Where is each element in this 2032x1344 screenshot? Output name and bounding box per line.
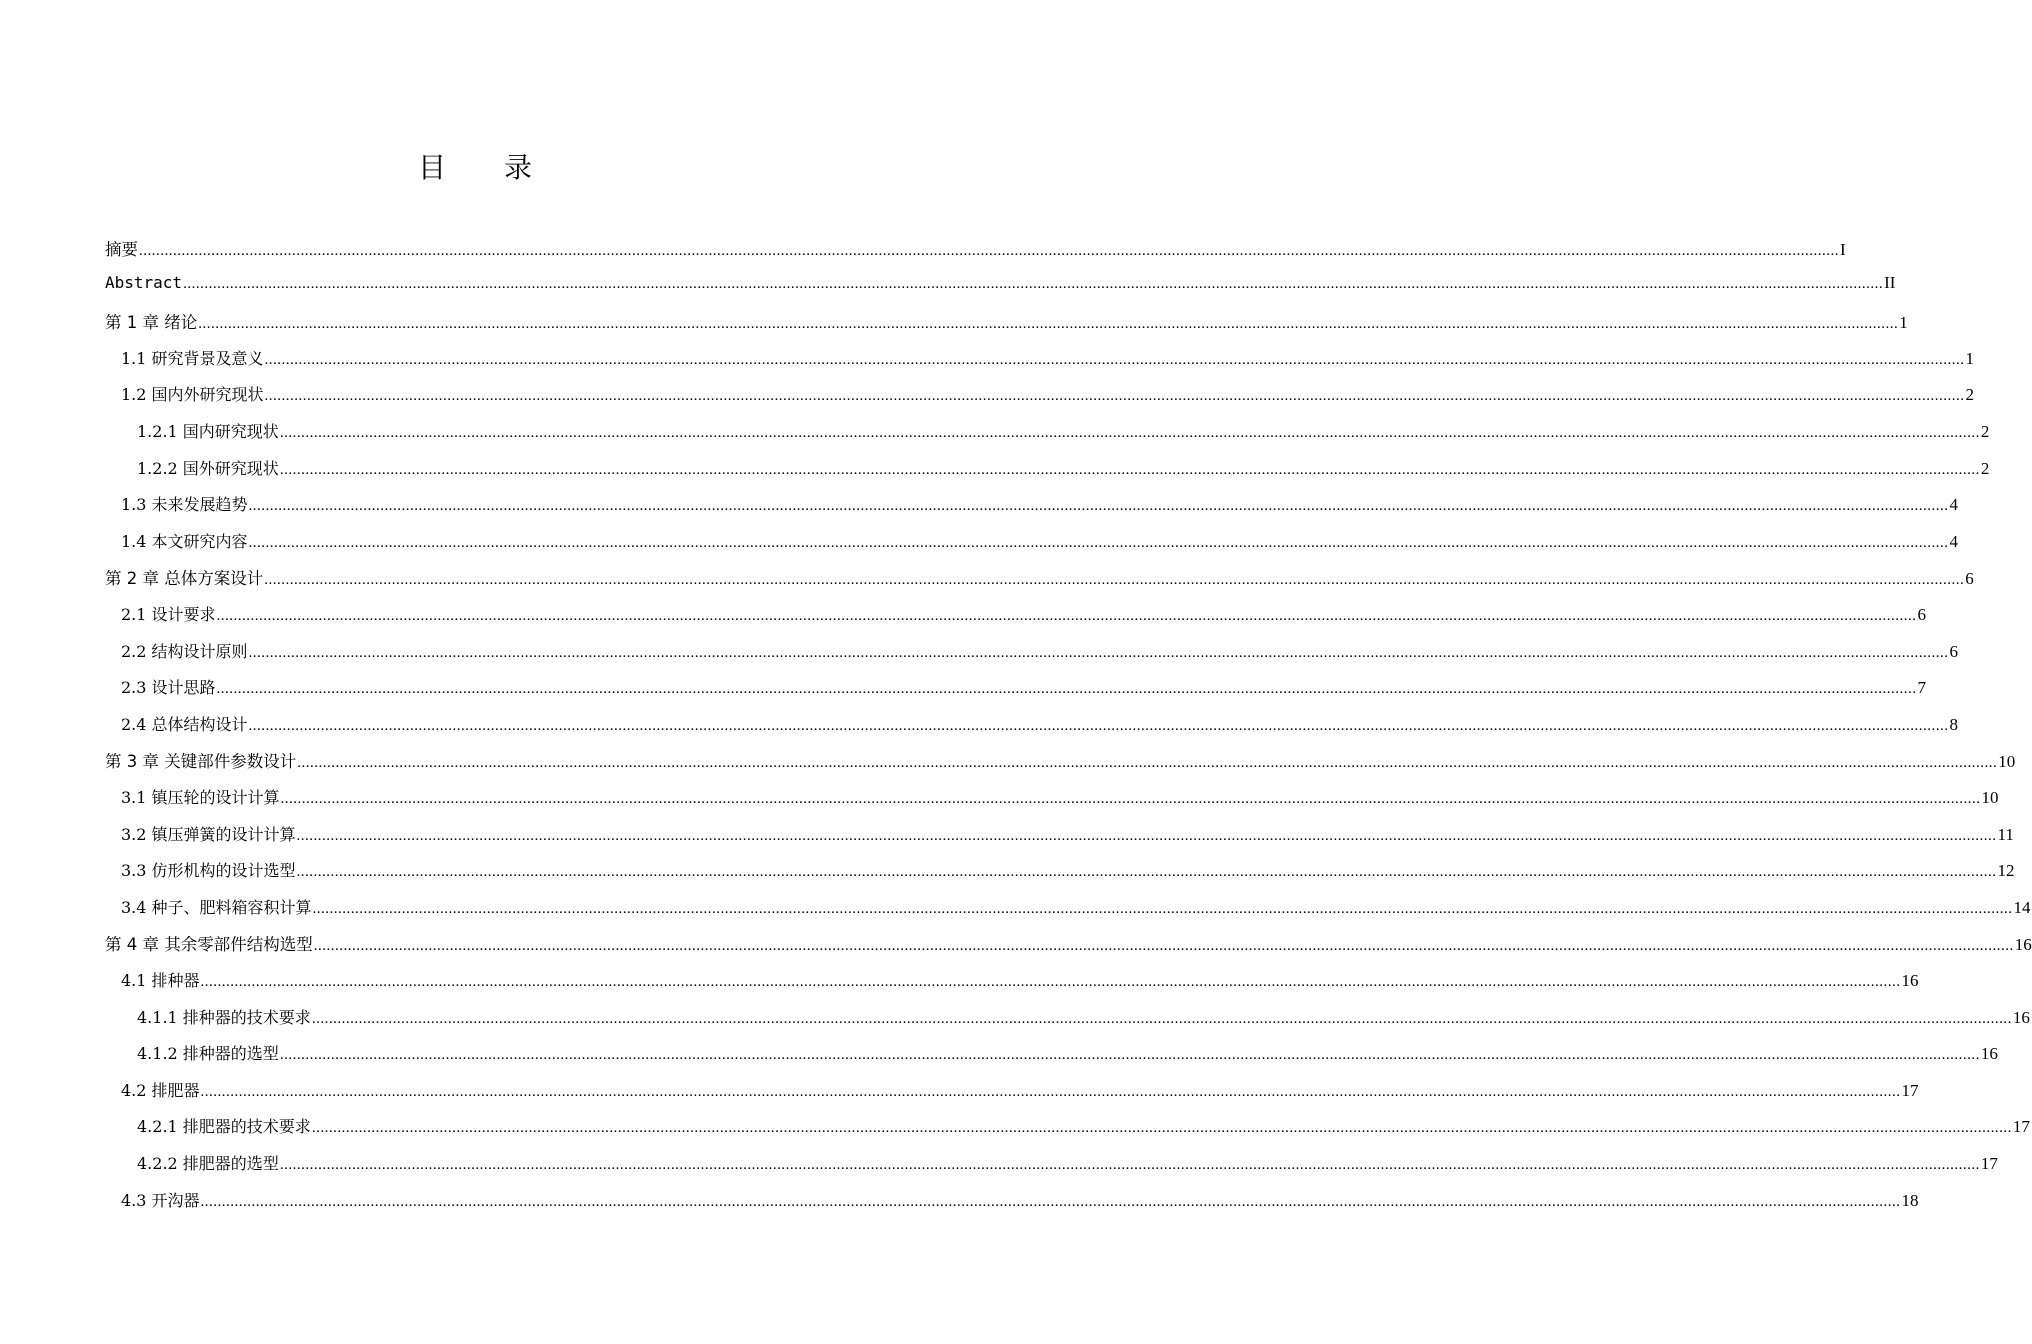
toc-entry-label: 3.3 仿形机构的设计选型 (121, 861, 296, 881)
toc-leader-dots: ................................................................................................................................................................................................................................................................................................................................................................................................................ (216, 681, 1917, 698)
toc-entry-page: 16 (1901, 971, 1919, 990)
toc-entry[interactable] (105, 931, 2032, 967)
toc-entry-label: Abstract (105, 272, 183, 292)
toc-entry[interactable] (105, 309, 1908, 345)
toc-entry-label: 第 3 章 关键部件参数设计 (105, 752, 297, 772)
toc-entry[interactable] (105, 748, 2016, 784)
toc-entry[interactable] (137, 1114, 2030, 1150)
toc-leader-dots: ................................................................................................................................................................................................................................................................................................................................................................................................................ (200, 1193, 1901, 1210)
toc-entry[interactable] (121, 1078, 1919, 1114)
toc-leader-dots: ................................................................................................................................................................................................................................................................................................................................................................................................................ (296, 827, 1997, 844)
toc-leader-dots: ................................................................................................................................................................................................................................................................................................................................................................................................................ (313, 938, 2014, 955)
toc-entry-label: 第 2 章 总体方案设计 (105, 569, 264, 589)
toc-entry-label: 2.4 总体结构设计 (121, 714, 248, 734)
toc-entry-page: 6 (1917, 605, 1927, 624)
toc-entry-label: 2.3 设计思路 (121, 678, 216, 698)
title-char-2: 录 (504, 151, 533, 184)
toc-entry-label: 4.2.2 排肥器的选型 (137, 1154, 279, 1173)
title-char-1: 目 (417, 151, 446, 184)
toc-entry[interactable] (121, 492, 1959, 528)
toc-entry-label: 4.2.1 排肥器的技术要求 (137, 1117, 311, 1137)
toc-leader-dots: ................................................................................................................................................................................................................................................................................................................................................................................................................ (248, 644, 1949, 661)
toc-entry-page: 17 (1901, 1080, 1919, 1100)
toc-entry-page: 17 (2012, 1117, 2030, 1137)
toc-entry-label: 4.1 排种器 (121, 971, 200, 990)
toc-entry[interactable] (121, 822, 2014, 858)
toc-leader-dots: ................................................................................................................................................................................................................................................................................................................................................................................................................ (280, 791, 1981, 807)
toc-entry-label: 1.2.1 国内研究现状 (137, 422, 279, 441)
toc-leader-dots: ................................................................................................................................................................................................................................................................................................................................................................................................................ (297, 755, 1998, 772)
toc-leader-dots: ................................................................................................................................................................................................................................................................................................................................................................................................................ (248, 717, 1949, 734)
toc-leader-dots: ................................................................................................................................................................................................................................................................................................................................................................................................................ (198, 316, 1899, 333)
toc-entry-page: 12 (1997, 861, 2015, 881)
toc-entry-label: 3.2 镇压弹簧的设计计算 (121, 824, 296, 844)
toc-entry-page: 1 (1965, 348, 1975, 368)
toc-entry[interactable] (137, 419, 1990, 455)
toc-leader-dots: ................................................................................................................................................................................................................................................................................................................................................................................................................ (139, 243, 1839, 259)
toc-entry-page: 16 (2012, 1007, 2030, 1027)
toc-entry-label: 3.4 种子、肥料箱容积计算 (121, 897, 312, 917)
toc-entry[interactable] (121, 1188, 1919, 1224)
toc-leader-dots: ................................................................................................................................................................................................................................................................................................................................................................................................................ (279, 425, 1980, 441)
toc-leader-dots: ................................................................................................................................................................................................................................................................................................................................................................................................................ (311, 1120, 2012, 1137)
toc-entry[interactable] (121, 712, 1959, 748)
toc-leader-dots: ................................................................................................................................................................................................................................................................................................................................................................................................................ (312, 900, 2013, 917)
toc-entry-page: 18 (1901, 1190, 1919, 1210)
toc-leader-dots: ................................................................................................................................................................................................................................................................................................................................................................................................................ (200, 1083, 1901, 1100)
toc-entry[interactable] (105, 272, 1896, 309)
toc-entry-page: 4 (1949, 531, 1959, 551)
toc-leader-dots: ................................................................................................................................................................................................................................................................................................................................................................................................................ (200, 974, 1901, 990)
toc-leader-dots: ................................................................................................................................................................................................................................................................................................................................................................................................................ (216, 608, 1917, 624)
toc-entry[interactable] (121, 382, 1975, 418)
toc-entry[interactable] (121, 968, 1919, 1004)
toc-leader-dots: ................................................................................................................................................................................................................................................................................................................................................................................................................ (311, 1010, 2012, 1027)
toc-entry-page: 2 (1980, 422, 1990, 441)
toc-entry-label: 1.2 国内外研究现状 (121, 385, 264, 405)
toc-entry[interactable] (121, 529, 1959, 565)
toc-leader-dots: ................................................................................................................................................................................................................................................................................................................................................................................................................ (183, 275, 1884, 292)
toc-entry-page: 8 (1949, 714, 1959, 734)
toc-entry-label: 4.3 开沟器 (121, 1190, 200, 1210)
toc-entry-page: 17 (1980, 1154, 1998, 1173)
toc-leader-dots: ................................................................................................................................................................................................................................................................................................................................................................................................................ (279, 1047, 1980, 1064)
toc-entry-label: 2.1 设计要求 (121, 605, 216, 624)
toc-entry-page: 1 (1899, 313, 1908, 333)
toc-entry-page: 10 (1981, 788, 1999, 807)
toc-entry-label: 摘要 (105, 240, 138, 259)
toc-entry-label: 4.1.1 排种器的技术要求 (137, 1007, 311, 1027)
toc-entry-label: 1.3 未来发展趋势 (121, 495, 248, 515)
toc-leader-dots: ................................................................................................................................................................................................................................................................................................................................................................................................................ (264, 388, 1965, 405)
page-title (0, 146, 950, 186)
toc-entry-page: II (1884, 272, 1896, 292)
toc-entry-page: 6 (1949, 641, 1959, 661)
toc-leader-dots: ................................................................................................................................................................................................................................................................................................................................................................................................................ (279, 1157, 1980, 1173)
toc-leader-dots: ................................................................................................................................................................................................................................................................................................................................................................................................................ (296, 864, 1997, 881)
toc-entry[interactable] (121, 675, 1927, 711)
toc-leader-dots: ................................................................................................................................................................................................................................................................................................................................................................................................................ (248, 534, 1949, 551)
toc-entry[interactable] (137, 1151, 1998, 1187)
toc-entry-label: 第 4 章 其余零部件结构选型 (105, 935, 313, 955)
toc-entry[interactable] (121, 895, 2031, 931)
toc-leader-dots: ................................................................................................................................................................................................................................................................................................................................................................................................................ (264, 351, 1965, 368)
toc-entry-label: 4.2 排肥器 (121, 1080, 200, 1100)
toc-entry-page: 14 (2013, 897, 2031, 917)
toc-entry-page: 4 (1949, 495, 1959, 515)
toc-entry-page: 7 (1917, 678, 1927, 698)
toc-entry[interactable] (121, 785, 1999, 821)
toc-leader-dots: ................................................................................................................................................................................................................................................................................................................................................................................................................ (264, 572, 1965, 589)
toc-entry-label: 4.1.2 排种器的选型 (137, 1044, 279, 1064)
toc-entry-page: 2 (1980, 458, 1990, 478)
toc-leader-dots: ................................................................................................................................................................................................................................................................................................................................................................................................................ (279, 461, 1980, 478)
toc-entry-page: 6 (1965, 569, 1974, 589)
toc-entry-page: I (1840, 240, 1846, 259)
toc-entry-label: 1.2.2 国外研究现状 (137, 458, 279, 478)
toc-entry-page: 2 (1965, 385, 1975, 405)
toc-entry-page: 10 (1998, 752, 2016, 772)
toc-entry[interactable] (137, 1005, 2030, 1041)
toc-entry[interactable] (121, 639, 1959, 675)
toc-entry-page: 16 (1980, 1044, 1998, 1064)
toc-entry[interactable] (121, 602, 1927, 638)
toc-entry[interactable] (105, 565, 1974, 601)
toc-entry-label: 1.4 本文研究内容 (121, 531, 248, 551)
toc-entry[interactable] (105, 236, 1846, 272)
toc-entry-label: 第 1 章 绪论 (105, 313, 198, 333)
toc-entry-label: 1.1 研究背景及意义 (121, 348, 264, 368)
toc-leader-dots: ................................................................................................................................................................................................................................................................................................................................................................................................................ (248, 498, 1949, 515)
toc-entry[interactable] (137, 456, 1990, 492)
toc-entry-page: 16 (2014, 935, 2032, 955)
toc-entry-label: 3.1 镇压轮的设计计算 (121, 788, 280, 807)
toc-entry-page: 11 (1997, 824, 2014, 844)
toc-entry[interactable] (137, 1041, 1998, 1077)
toc-entry[interactable] (121, 858, 2015, 894)
toc-entry-label: 2.2 结构设计原则 (121, 641, 248, 661)
toc-entry[interactable] (121, 346, 1975, 382)
